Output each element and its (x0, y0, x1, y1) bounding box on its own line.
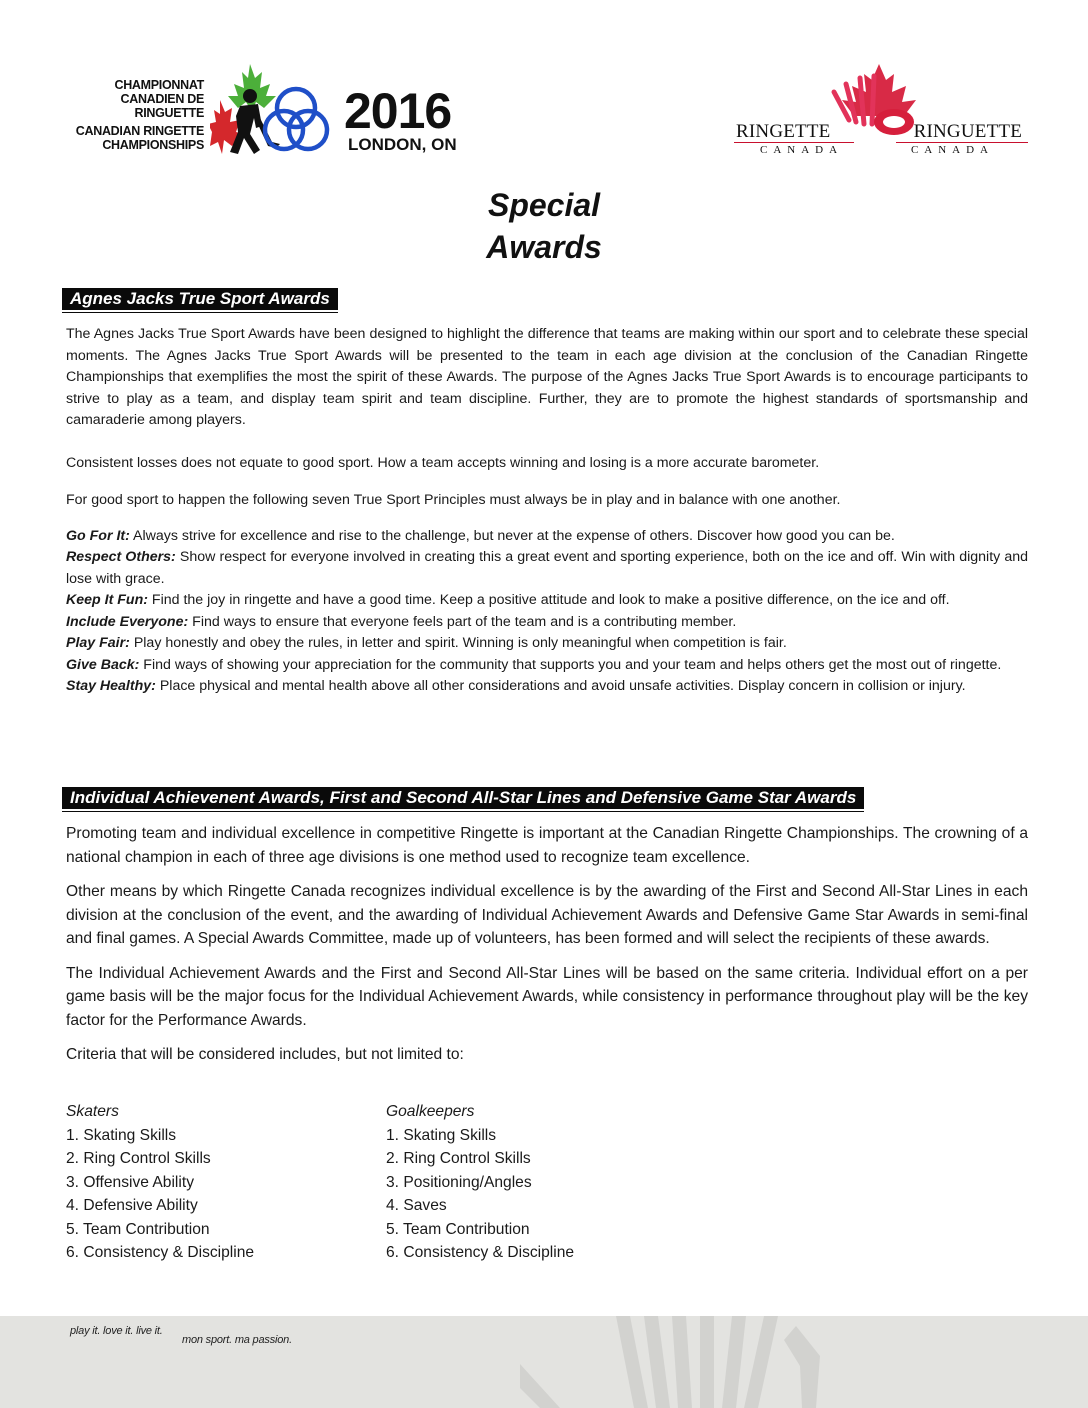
list-item: 3. Positioning/Angles (386, 1173, 532, 1191)
skaters-criteria-list (66, 1100, 254, 1265)
other-means-paragraph: Other means by which Ringette Canada recognizes individual excellence is by the awarding of the First and Second All-Star Lines in each division at the conclusion of the event, and the awarding of Individual Achievement Awards and Defensive Game Star Awards in semi-final and final games. A Special Awards Committee, made up of volunteers, has been formed and will select the recipients of these awards. (66, 883, 1028, 947)
true-sport-intro-paragraph: The Agnes Jacks True Sport Awards have been designed to highlight the difference that teams are making within our sport and to celebrate these special moments. The Agnes Jacks True Sport Awards will be presented to the team in each age division at the conclusion of the Canadian Ringette Championships that exemplifies the most the spirit of these Awards. The purpose of the Agnes Jacks True Sport Awards is to encourage participants to strive to play as a team, and display team spirit and team discipline. Further, they are to promote the highest standards of sportsmanship and camaraderie among players. (66, 326, 1028, 428)
individual-awards-section (66, 822, 1028, 1078)
logo-word-ringette: RINGETTE (736, 121, 831, 142)
logo-canada-right: CANADA (910, 144, 994, 156)
principle-keep-it-fun: Keep It Fun: Find the joy in ringette and have a good time. Keep a positive attitude and look to make a positive difference, on the ice and off. (66, 592, 950, 608)
list-item: 4. Saves (386, 1197, 447, 1214)
consistent-losses-paragraph: Consistent losses does not equate to good sport. How a team accepts winning and losing is a more accurate barometer. (66, 454, 820, 471)
champ-logo-en-text: CANADIAN RINGETTE CHAMPIONSHIPS (75, 124, 204, 152)
list-item: 2. Ring Control Skills (66, 1150, 211, 1167)
page-title (0, 184, 1088, 268)
list-item: 5. Team Contribution (386, 1220, 530, 1238)
logo-rule-right (896, 142, 1028, 143)
list-item: 6. Consistency & Discipline (66, 1244, 255, 1261)
footer-stripes-watermark-icon (520, 1316, 1088, 1408)
list-item: 6. Consistency & Discipline (386, 1244, 575, 1261)
good-sport-paragraph: For good sport to happen the following seven True Sport Principles must always be in play and in balance with one another. (66, 492, 841, 508)
principle-stay-healthy: Stay Healthy: Place physical and mental health above all other considerations and avoid unsafe activities. Display concern in collision or injury. (66, 678, 966, 694)
principle-respect-others: Respect Others: Show respect for everyone involved in creating this a great event and sporting experience, both on the ice and off. Win with dignity and lose with grace. (66, 549, 1029, 587)
section-heading-individual-awards: Individual Achievenent Awards, First and Second All-Star Lines and Defensive Game Star Awards (62, 787, 864, 809)
championship-year: 2016 (344, 83, 452, 139)
list-item: 2. Ring Control Skills (386, 1150, 531, 1167)
page-footer (0, 1316, 1088, 1408)
principle-include-everyone: Include Everyone: Find ways to ensure that everyone feels part of the team and is a contributing member. (66, 613, 737, 630)
principles-list (66, 526, 1028, 698)
logo-canada-left: CANADA (760, 144, 844, 156)
logo-word-ringuette: RINGUETTE (913, 121, 1022, 142)
list-item: 5. Team Contribution (66, 1220, 210, 1238)
section-heading-true-sport: Agnes Jacks True Sport Awards (62, 288, 338, 310)
goalkeepers-criteria-list (386, 1100, 574, 1265)
list-item: 4. Defensive Ability (66, 1197, 198, 1214)
criteria-basis-paragraph: The Individual Achievement Awards and the First and Second All-Star Lines will be based on the same criteria. Individual effort on a per game basis will be the major focus for the Individual Achievement Awards, while consistency in performance throughout play will be the key factor for the Performance Awards. (66, 964, 1028, 1029)
principle-play-fair: Play Fair: Play honestly and obey the rules, in letter and spirit. Winning is only meaningful when competition is fair. (66, 635, 787, 651)
skaters-heading: Skaters (66, 1103, 119, 1120)
criteria-intro-paragraph: Criteria that will be considered includes, but not limited to: (66, 1046, 464, 1063)
logo-rule-left (734, 142, 854, 143)
promoting-excellence-paragraph: Promoting team and individual excellence in competitive Ringette is important at the Canadian Ringette Championships. The crowning of a national champion in each of three age divisions is one method used to recognize team excellence. (66, 825, 1028, 866)
ringette-canada-logo (734, 62, 1028, 158)
page-title-line-2: Awards (486, 229, 602, 265)
goalkeepers-heading: Goalkeepers (386, 1103, 475, 1120)
true-sport-section (66, 324, 1028, 698)
list-item: 1. Skating Skills (66, 1126, 177, 1144)
champ-logo-fr-text: CHAMPIONNAT CANADIEN DE RINGUETTE (114, 78, 204, 120)
principle-give-back: Give Back: Find ways of showing your appreciation for the community that supports you and your team and helps others get the most out of ringette. (66, 656, 1002, 673)
principle-go-for-it: Go For It: Always strive for excellence and rise to the challenge, but never at the expense of others. Discover how good you can be. (66, 527, 895, 544)
maple-leaf-player-rings-icon (210, 62, 340, 162)
championship-city: LONDON, ON (348, 135, 457, 154)
page-title-line-1: Special (487, 187, 601, 223)
footer-tagline-fr: mon sport. ma passion. (182, 1334, 292, 1346)
championship-logo (62, 62, 482, 162)
footer-tagline-en: play it. love it. live it. (70, 1325, 163, 1337)
list-item: 1. Skating Skills (386, 1126, 497, 1144)
list-item: 3. Offensive Ability (66, 1173, 194, 1191)
